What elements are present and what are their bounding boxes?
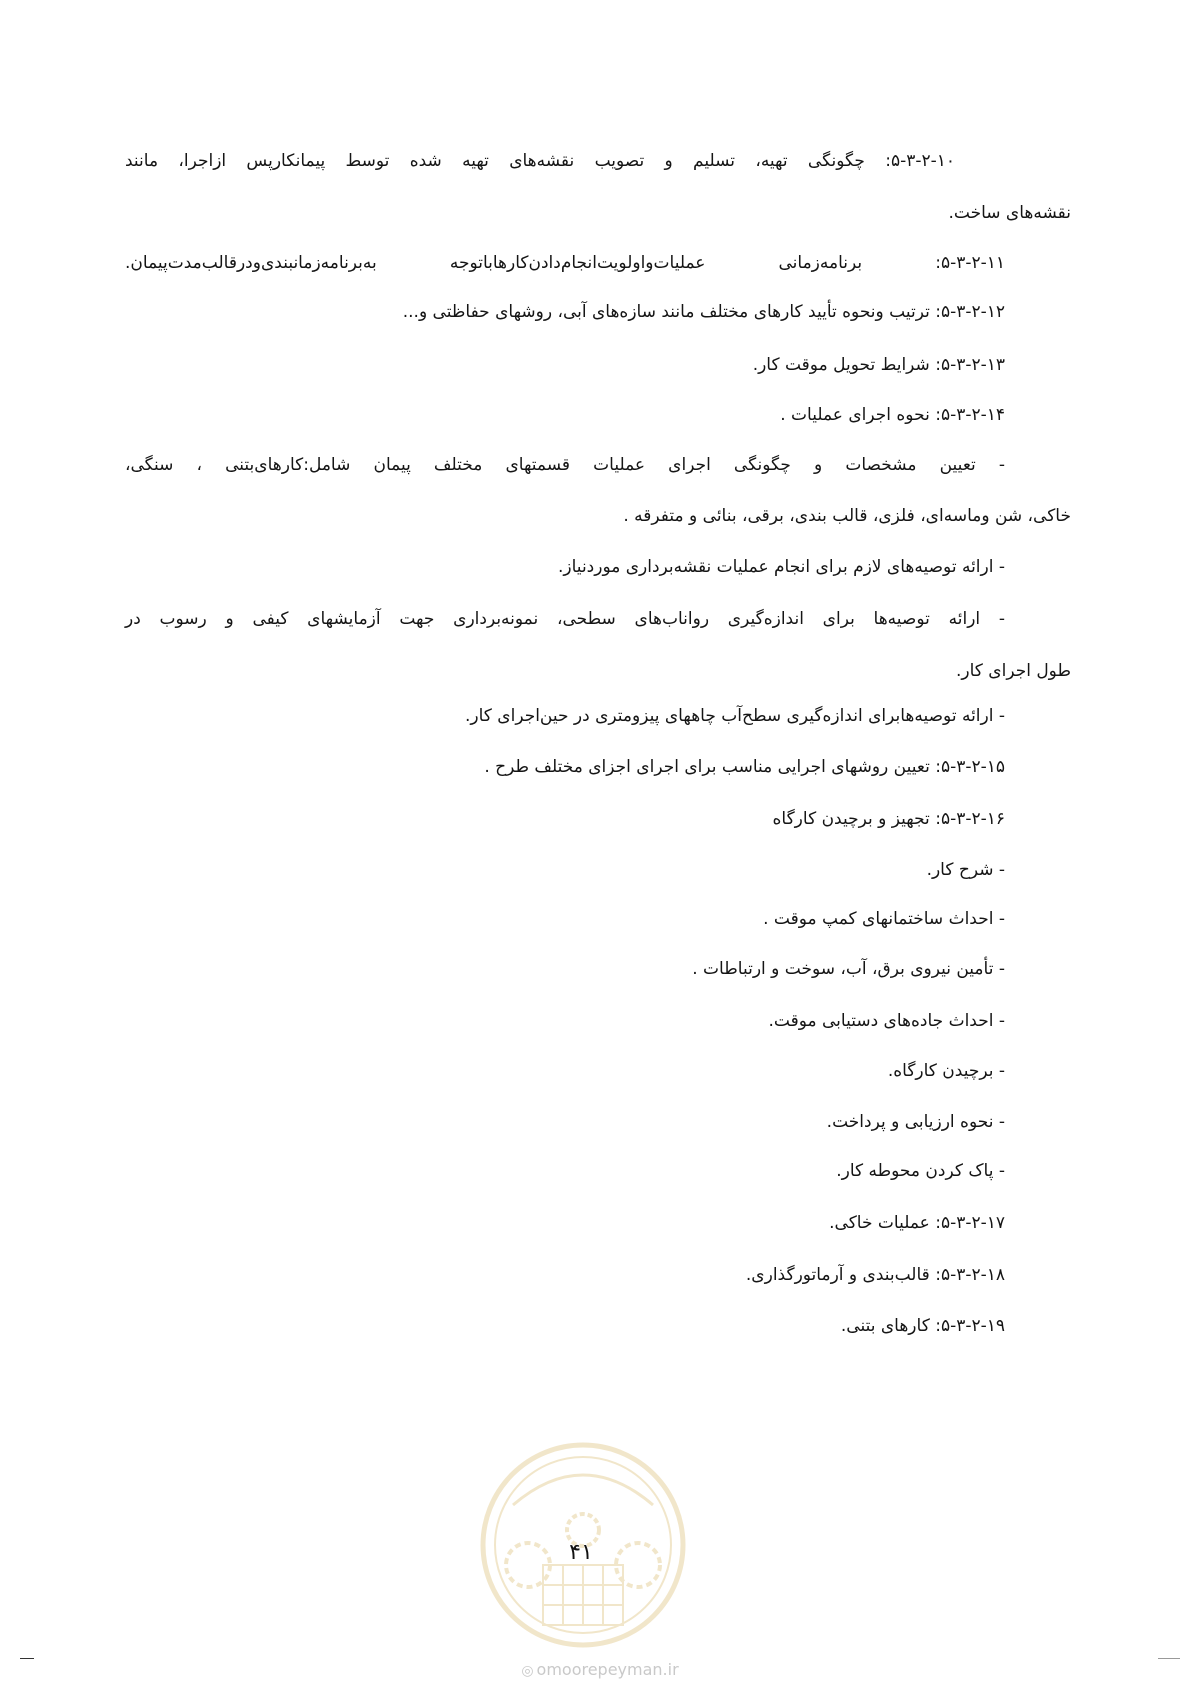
clause-16-item-7: - پاک کردن محوطه کار. (836, 1161, 1005, 1181)
clause-10: ۵-۳-۲-۱۰: چگونگی تهیه، تسلیم و تصویب نقشه‌های تهیه شده توسط پیمانکارپس ازاجرا، مانند (125, 151, 955, 171)
clause-16-item-4: - احداث جاده‌های دستیابی موقت. (768, 1011, 1005, 1031)
clause-14: ۵-۳-۲-۱۴: نحوه اجرای عملیات . (780, 405, 1005, 425)
instagram-icon: ◎ (521, 1663, 534, 1679)
clause-16-item-2: - احداث ساختمانهای کمپ موقت . (763, 909, 1005, 929)
clause-16: ۵-۳-۲-۱۶: تجهیز و برچیدن کارگاه (772, 809, 1005, 829)
clause-16-item-6: - نحوه ارزیابی و پرداخت. (826, 1112, 1005, 1132)
clause-14-item-1: - تعیین مشخصات و چگونگی اجرای عملیات قسمتهای مختلف پیمان شامل:کارهای‌بتنی ، سنگی، (125, 455, 1005, 475)
clause-10-continuation: نقشه‌های ساخت. (948, 203, 1071, 223)
clause-16-item-5: - برچیدن کارگاه. (887, 1061, 1005, 1081)
clause-17: ۵-۳-۲-۱۷: عملیات خاکی. (829, 1213, 1005, 1233)
clause-16-item-3: - تأمین نیروی برق، آب، سوخت و ارتباطات . (692, 959, 1005, 979)
clause-12: ۵-۳-۲-۱۲: ترتیب ونحوه تأیید کارهای مختلف مانند سازه‌های آبی، روشهای حفاظتی و... (402, 302, 1005, 322)
clause-14-item-1-continuation: خاکی، شن وماسه‌ای، فلزی، قالب بندی، برقی، بنائی و متفرقه . (623, 506, 1071, 526)
scan-mark-right (1158, 1658, 1180, 1659)
footer-site-label: omoorepeyman.ir (536, 1660, 679, 1679)
footer-site (490, 1660, 710, 1679)
clause-14-item-3-continuation: طول اجرای کار. (956, 661, 1071, 681)
page-number: ۴۱ (569, 1540, 593, 1565)
clause-15: ۵-۳-۲-۱۵: تعیین روشهای اجرایی مناسب برای اجرای اجزای مختلف طرح . (484, 757, 1005, 777)
scan-mark-left (20, 1658, 34, 1659)
clause-13: ۵-۳-۲-۱۳: شرایط تحویل موقت کار. (752, 355, 1005, 375)
clause-14-item-3: - ارائه توصیه‌ها برای اندازه‌گیری رواناب‌های سطحی، نمونه‌برداری جهت آزمایشهای کیفی و رسوب در (125, 609, 1005, 629)
clause-11: ۵-۳-۲-۱۱: برنامه‌زمانی عملیات‌واولویت‌انجام‌دادن‌کارهاباتوجه به‌برنامه‌زمانبندی‌ودرقالب‌مدت‌پیمان. (125, 253, 1005, 273)
clause-18: ۵-۳-۲-۱۸: قالب‌بندی و آرماتورگذاری. (745, 1265, 1005, 1285)
clause-14-item-2: - ارائه توصیه‌های لازم برای انجام عملیات نقشه‌برداری موردنیاز. (558, 557, 1005, 577)
clause-16-item-1: - شرح کار. (926, 860, 1005, 880)
clause-14-item-4: - ارائه توصیه‌هابرای اندازه‌گیری سطح‌آب چاههای پیزومتری در حین‌اجرای کار. (465, 706, 1005, 726)
clause-19: ۵-۳-۲-۱۹: کارهای بتنی. (840, 1316, 1005, 1336)
